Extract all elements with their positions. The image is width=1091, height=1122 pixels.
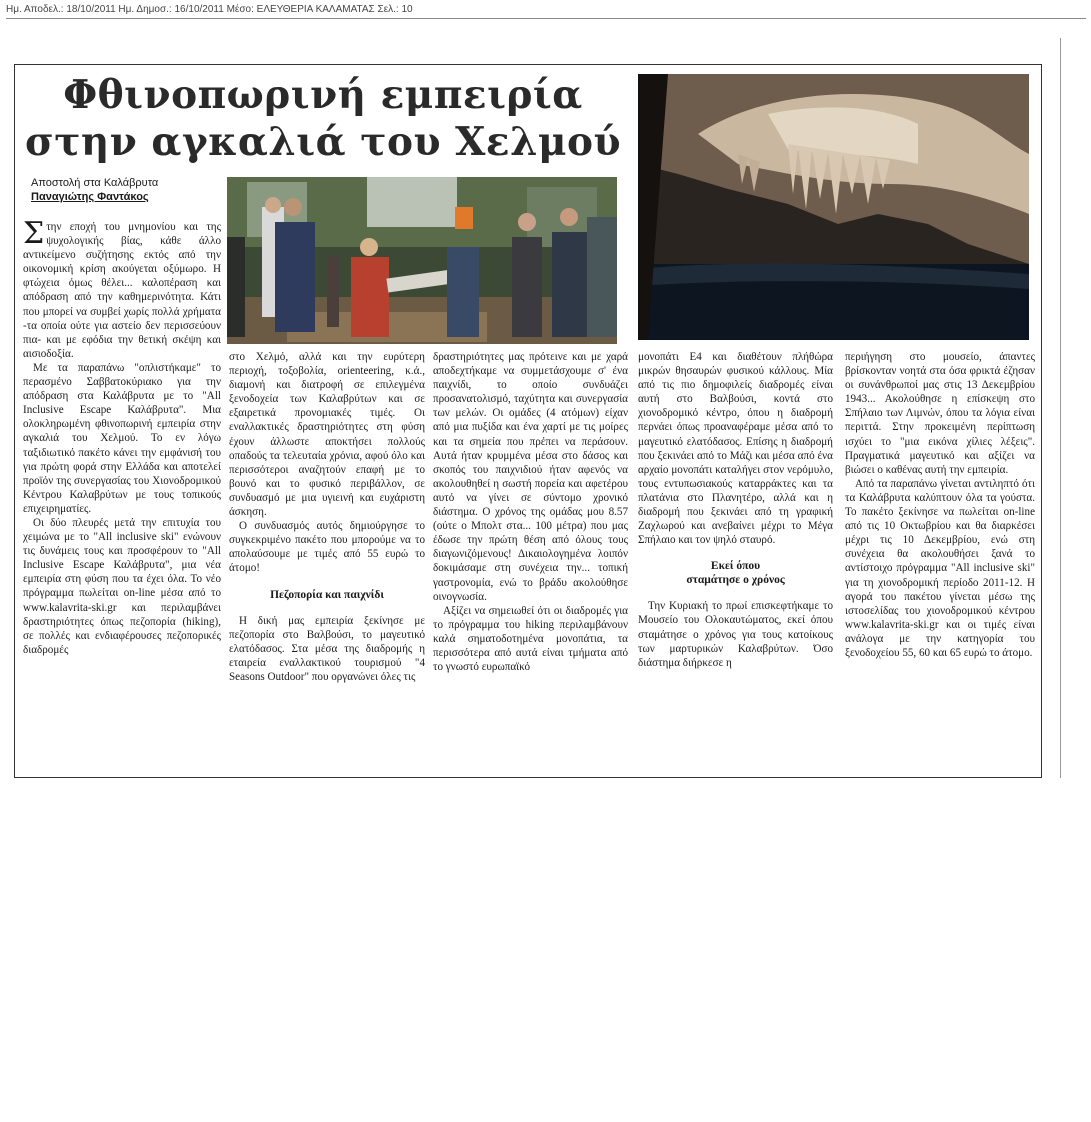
article-paragraph: Οι δύο πλευρές μετά την επιτυχία του χειμώνα με το "All inclusive ski" ενώνουν τις δυνάμεις τους και προσφέρουν το "All Inclusive Escape Καλάβρυτα", μια νέα εμπειρία στη φύση που τα έχει όλα. Το νέο πρόγραμμα πωλείται on-line μέσα από το www.kalavrita-ski.gr και περιλαμβάνει δραστηριότητες όπως πεζοπορία (hiking), σε πολλές και ενδιαφέρουσες πεζοπορικές διαδρομές [23, 516, 221, 656]
headline-line-2: στην αγκαλιά του Χελμού [24, 119, 622, 165]
article-paragraph: στο Χελμό, αλλά και την ευρύτερη περιοχή, τοξοβολία, orienteering, κ.ά., διαμονή και διατροφή σε επιλεγμένα ξενοδοχεία των Καλαβρύτων και σε εξαιρετικά προνομιακές τιμές. Οι εναλλακτικές δραστηριότητες στη φύση έχουν άλλωστε αποκτήσει πολλούς οπαδούς τα τελευταία χρόνια, αφού όλο και περισσότεροι αναζητούν επαφή με το βουνό και το φυσικό περιβάλλον, σε συνδυασμό με μια υγιεινή και ευχάριστη άσκηση. [229, 351, 425, 519]
article-column-4 [638, 350, 833, 670]
hikers-photo [227, 177, 617, 344]
article-paragraph [23, 216, 221, 361]
page-margin-rule [1060, 38, 1061, 778]
article-headline [18, 72, 628, 166]
dateline: Αποστολή στα Καλάβρυτα [31, 177, 159, 189]
clipping-meta-line: Ημ. Αποδελ.: 18/10/2011 Ημ. Δημοσ.: 16/10/2011 Μέσο: ΕΛΕΥΘΕΡΙΑ ΚΑΛΑΜΑΤΑΣ Σελ.: 10 [6, 4, 1086, 19]
section-subheading [638, 559, 833, 587]
article-paragraph: Η δική μας εμπειρία ξεκίνησε με πεζοπορία στο Βαλβούσι, το μαγευτικό ελατόδασος. Στα μέσα της διαδρομής η εταιρεία εναλλακτικού τουρισμού "4 Seasons Outdoor" που οργανώνει όλες τις [229, 614, 425, 683]
article-paragraph: Από τα παραπάνω γίνεται αντιληπτό ότι τα Καλάβρυτα καλύπτουν όλα τα γούστα. Το πακέτο ξεκίνησε να πωλείται on-line από τις 10 Οκτωβρίου και θα διαρκέσει μέχρι τις 10 Δεκεμβρίου, ενώ στη συνέχεια θα ακολουθήσει ξανά το αντίστοιχο πρόγραμμα "All inclusive ski" για τη χιονοδρομική περίοδο 2011-12. Η αγορά του πακέτου γίνεται μέσω της ιστοσελίδας του χιονοδρομικού κέντρου www.kalavrita-ski.gr και οι τιμές είναι ανάλογα με την κατηγορία του ξενοδοχείου 55, 60 και 65 ευρώ το άτομο. [845, 477, 1035, 659]
subheading-line-1: Εκεί όπου [710, 560, 761, 573]
article-paragraph: Ο συνδυασμός αυτός δημιούργησε το συγκεκριμένο πακέτο που μπορούμε να το απολαύσουμε με τιμές από 55 ευρώ το άτομο! [229, 520, 425, 575]
article-paragraph: Αξίζει να σημειωθεί ότι οι διαδρομές για το πρόγραμμα του hiking περιλαμβάνουν καλά σηματοδοτημένα μονοπάτια, τα περισσότερα από αυτά είναι τμήματα από το γνωστό ευρωπαϊκό [433, 604, 628, 674]
article-column-2 [229, 350, 425, 684]
section-subheading: Πεζοπορία και παιχνίδι [270, 588, 384, 601]
subheading-line-2: σταμάτησε ο χρόνος [686, 574, 785, 587]
cave-photo-image [638, 74, 1029, 340]
article-paragraph: Με τα παραπάνω "οπλιστήκαμε" το περασμένο Σαββατοκύριακο για την απόδραση στα Καλάβρυτα με το "All Inclusive Escape Καλάβρυτα". Μια ολοκληρωμένη φθινοπωρινή εμπειρία στην αγκαλιά του Χελμού. Το εν λόγω ταξιδιωτικό πακέτο κάνει την εμφάνισή του για πρώτη φορά στην Ελλάδα και αποτελεί προϊόν της συνεργασίας του Χιονοδρομικού Κέντρου Καλαβρύτων με τους τοπικούς επιχειρηματίες. [23, 361, 221, 515]
dateline-block [31, 176, 221, 204]
byline: Παναγιώτης Φαντάκος [31, 191, 149, 203]
article-column-3 [433, 350, 628, 674]
hikers-photo-image [227, 177, 617, 344]
article-paragraph: περιήγηση στο μουσείο, άπαντες βρίσκονταν νοητά στα όσα φρικτά έζησαν οι συνάνθρωποί μας στις 13 Δεκεμβρίου 1943... Ακολούθησε η επίσκεψη στο Σπήλαιο των Λιμνών, όπου τα λόγια είναι περιττά. Στην προκειμένη περίπτωση ισχύει το "μια εικόνα χίλιες λέξεις". Πραγματικά μαγευτικό και αξίζει να βιώσει ο καθένας αυτή την εμπειρία. [845, 351, 1035, 476]
article-paragraph: δραστηριότητες μας πρότεινε και με χαρά αποδεχτήκαμε να συμμετάσχουμε σ' ένα παιχνίδι, το οποίο συνδυάζει προσανατολισμό, ταχύτητα και συνεργασία των μελών. Οι ομάδες (4 ατόμων) είχαν από μια πυξίδα και ένα χαρτί με τις μοίρες και τα σημεία που πρέπει να περάσουν. Αυτά ήταν κρυμμένα μέσα στο δάσος και σκοπός του παιχνιδιού ήταν αφενός να ακολουθηθεί η σωστή πορεία και αφετέρου αυτό να γίνει σε σύντομο χρονικό διάστημα. Ο χρόνος της ομάδας μου 8.57 (ούτε ο Μπολτ στα... 100 μέτρα) που μας έδωσε την πρώτη θέση από όλους τους διαγωνιζόμενους! Δικαιολογημένα λοιπόν δοκιμάσαμε στη συνέχεια την... τοπική γαστρονομία, ενώ το βράδυ ακολούθησε οινογνωσία. [433, 351, 628, 603]
article-paragraph: μονοπάτι Ε4 και διαθέτουν πλήθώρα μικρών θησαυρών φυσικού κάλλους. Μία από τις πιο δημοφιλείς διαδρομές είναι αυτή στο Βαλβούσι, κοντά στο χιονοδρομικό κέντρο, όπου η διαδρομή περνάει όπως προαναφέραμε μέσα από το μαγευτικό ελατόδασος. Επίσης η διαδρομή που ξεκινάει από το Μάζι και μέσα από ένα αρχαίο μονοπάτι καταλήγει στον νερόμυλο, τους εντυπωσιακούς καταρράκτες και τα πλατάνια στο Πλανητέρο, αλλά και η διαδρομή που ξεκινάει από τη γραφική Ζαχλωρού και ανεβαίνει μέχρι το Μέγα Σπήλαιο και τον ψηλό σταυρό. [638, 351, 833, 547]
drop-cap: Σ [23, 216, 45, 251]
paragraph-text: την εποχή του μνημονίου και της ψυχολογικής βίας, κάθε άλλο αντικείμενο συζήτησης εκτός από την οικονομική κρίση ακούγεται οξύμωρο. Η φτώχεια όμως θέλει... καλοπέραση και απόδραση από την καθημερινότητα. Κάτι που μπορεί να συμβεί χωρίς πολλά χρήματα -τα οποία ούτε για αστείο δεν περισσεύουν πια- και με εφόδια την θετική σκέψη και αισιοδοξία. [23, 221, 221, 360]
article-column-1 [23, 216, 221, 657]
article-paragraph: Την Κυριακή το πρωί επισκεφτήκαμε το Μουσείο του Ολοκαυτώματος, εκεί όπου σταμάτησε ο χρόνος για τους κατοίκους των μαρτυρικών Καλαβρύτων. Όσο διάστημα διήρκεσε η [638, 600, 833, 669]
cave-photo [638, 74, 1029, 340]
headline-line-1: Φθινοπωρινή εμπειρία [63, 72, 583, 118]
article-column-5 [845, 350, 1035, 660]
